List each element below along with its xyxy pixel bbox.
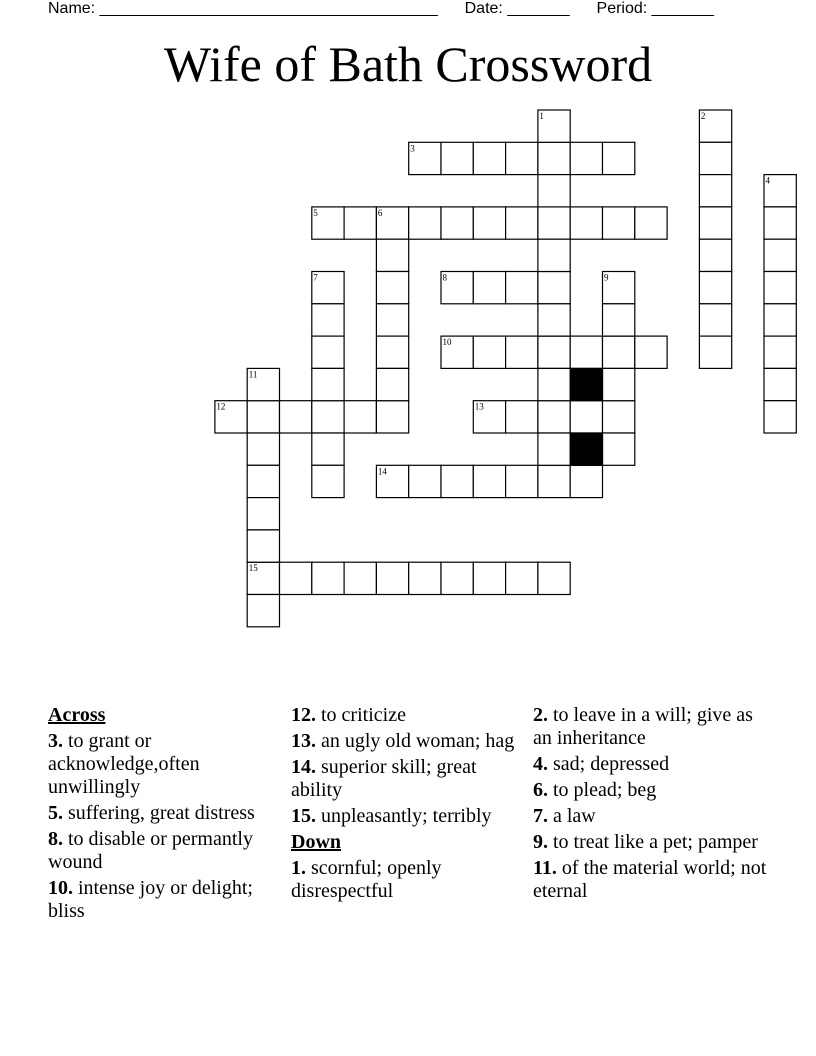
clue-number-label: 3 [410, 143, 415, 154]
grid-cell[interactable] [312, 304, 344, 336]
grid-cell[interactable] [538, 401, 570, 433]
grid-cell[interactable] [699, 207, 731, 239]
grid-cell[interactable] [409, 562, 441, 594]
grid-cell[interactable] [376, 368, 408, 400]
grid-cell[interactable] [344, 562, 376, 594]
grid-cell[interactable] [570, 465, 602, 497]
date-field[interactable]: Date: _______ [464, 0, 570, 17]
clue-number-label: 7 [313, 272, 318, 283]
grid-cell[interactable] [764, 239, 796, 271]
grid-cell[interactable] [280, 562, 312, 594]
grid-cell[interactable] [376, 304, 408, 336]
clue-across-5 [48, 802, 283, 825]
grid-cell[interactable] [441, 562, 473, 594]
grid-cell[interactable] [603, 433, 635, 465]
grid-cell[interactable] [699, 272, 731, 304]
grid-cell[interactable] [247, 433, 279, 465]
grid-cell[interactable] [312, 368, 344, 400]
clue-number: 10. [48, 877, 73, 899]
clue-text: to grant or acknowledge,often unwillingly [48, 730, 200, 798]
grid-cell[interactable] [473, 142, 505, 174]
grid-cell[interactable] [570, 401, 602, 433]
grid-cell[interactable] [764, 336, 796, 368]
clue-number: 11. [533, 857, 557, 879]
grid-cell[interactable] [538, 336, 570, 368]
grid-cell[interactable] [376, 401, 408, 433]
grid-cell[interactable] [699, 175, 731, 207]
clue-text: scornful; openly disrespectful [291, 857, 442, 902]
clue-text: a law [553, 805, 596, 827]
clue-down-9 [533, 831, 768, 854]
clue-number: 5. [48, 802, 63, 824]
grid-cell[interactable] [603, 304, 635, 336]
grid-cell[interactable] [764, 304, 796, 336]
grid-cell[interactable] [344, 207, 376, 239]
grid-cell[interactable] [280, 401, 312, 433]
clue-number-label: 14 [377, 466, 387, 477]
grid-cell[interactable] [247, 498, 279, 530]
clue-across-12 [291, 704, 526, 727]
clue-number: 8. [48, 828, 63, 850]
grid-cell[interactable] [538, 562, 570, 594]
clue-number: 7. [533, 805, 548, 827]
clue-down-1 [291, 857, 526, 903]
clue-text: intense joy or delight; bliss [48, 877, 253, 922]
grid-cell[interactable] [376, 336, 408, 368]
clue-across-13 [291, 730, 526, 753]
grid-cell[interactable] [312, 433, 344, 465]
clue-number-label: 9 [604, 272, 609, 283]
grid-cell[interactable] [570, 336, 602, 368]
clues-column-1 [48, 704, 283, 926]
grid-cell[interactable] [538, 142, 570, 174]
grid-cell[interactable] [376, 239, 408, 271]
grid-cell[interactable] [635, 336, 667, 368]
name-field[interactable]: Name: ______________________________________ [48, 0, 438, 17]
clue-text: superior skill; great ability [291, 756, 477, 801]
clue-across-10 [48, 877, 283, 923]
grid-cell[interactable] [635, 207, 667, 239]
clue-text: an ugly old woman; hag [321, 730, 515, 752]
grid-cell[interactable] [764, 207, 796, 239]
clue-number-label: 10 [442, 337, 452, 348]
clue-number: 9. [533, 831, 548, 853]
grid-cell[interactable] [538, 239, 570, 271]
clue-down-6 [533, 779, 768, 802]
grid-cell[interactable] [538, 433, 570, 465]
grid-cell[interactable] [506, 142, 538, 174]
grid-cell[interactable] [312, 465, 344, 497]
clue-across-14 [291, 756, 526, 802]
clue-down-7 [533, 805, 768, 828]
grid-cell[interactable] [764, 272, 796, 304]
grid-cell[interactable] [506, 336, 538, 368]
grid-cell[interactable] [441, 142, 473, 174]
grid-cell[interactable] [603, 401, 635, 433]
grid-cell[interactable] [538, 368, 570, 400]
clue-number: 12. [291, 704, 316, 726]
clue-down-4 [533, 753, 768, 776]
clue-number-label: 1 [539, 111, 544, 121]
grid-cell[interactable] [376, 272, 408, 304]
clue-text: to plead; beg [553, 779, 657, 801]
clue-down-11 [533, 857, 768, 903]
grid-cell[interactable] [506, 465, 538, 497]
clue-number: 14. [291, 756, 316, 778]
grid-cell[interactable] [344, 401, 376, 433]
grid-cell[interactable] [538, 272, 570, 304]
clue-number: 1. [291, 857, 306, 879]
clue-text: suffering, great distress [68, 802, 255, 824]
clue-text: of the material world; not eternal [533, 857, 767, 902]
clue-number: 15. [291, 805, 316, 827]
clue-text: sad; depressed [553, 753, 670, 775]
clue-number-label: 8 [442, 272, 447, 283]
page-title: Wife of Bath Crossword [163, 36, 653, 92]
grid-cell[interactable] [570, 207, 602, 239]
clue-number: 4. [533, 753, 548, 775]
grid-cell[interactable] [538, 304, 570, 336]
clue-text: unpleasantly; terribly [321, 805, 492, 827]
grid-cell[interactable] [473, 562, 505, 594]
grid-cell[interactable] [538, 175, 570, 207]
grid-cell[interactable] [473, 207, 505, 239]
grid-cell[interactable] [473, 336, 505, 368]
clue-across-8 [48, 828, 283, 874]
grid-cell[interactable] [312, 401, 344, 433]
grid-cell[interactable] [247, 530, 279, 562]
grid-cell[interactable] [699, 336, 731, 368]
grid-cell[interactable] [441, 207, 473, 239]
grid-cell[interactable] [441, 465, 473, 497]
grid-cell[interactable] [570, 142, 602, 174]
clue-text: to leave in a will; give as an inheritance [533, 704, 753, 749]
grid-cell[interactable] [473, 465, 505, 497]
clue-number-label: 2 [700, 111, 706, 121]
clues-column-3 [533, 704, 768, 906]
grid-cell[interactable] [312, 562, 344, 594]
clue-number-label: 5 [313, 207, 318, 218]
grid-cell[interactable] [764, 401, 796, 433]
clue-text: to criticize [321, 704, 406, 726]
clue-text: to disable or permantly wound [48, 828, 253, 873]
across-heading: Across [48, 704, 106, 726]
down-heading: Down [291, 831, 342, 853]
clue-number-label: 11 [248, 369, 258, 380]
grid-cell[interactable] [506, 272, 538, 304]
black-cell [570, 433, 602, 465]
black-cell [570, 368, 602, 400]
clue-text: to treat like a pet; pamper [553, 831, 758, 853]
grid-cell[interactable] [409, 207, 441, 239]
clue-number-label: 13 [474, 401, 484, 412]
clue-number-label: 15 [248, 563, 258, 574]
grid-cell[interactable] [506, 401, 538, 433]
clue-across-3 [48, 730, 283, 799]
clues-column-2 [291, 704, 526, 906]
clue-number-label: 4 [765, 175, 770, 186]
grid-cell[interactable] [473, 272, 505, 304]
grid-cell[interactable] [376, 562, 408, 594]
grid-cell[interactable] [247, 465, 279, 497]
clue-number: 6. [533, 779, 548, 801]
grid-cell[interactable] [538, 465, 570, 497]
grid-cell[interactable] [603, 336, 635, 368]
grid-cell[interactable] [603, 207, 635, 239]
clue-number: 3. [48, 730, 63, 752]
grid-cell[interactable] [506, 562, 538, 594]
clue-number: 13. [291, 730, 316, 752]
grid-cell[interactable] [538, 207, 570, 239]
grid-cell[interactable] [506, 207, 538, 239]
grid-cell[interactable] [699, 239, 731, 271]
grid-cell[interactable] [603, 368, 635, 400]
grid-cell[interactable] [312, 336, 344, 368]
clue-number-label: 6 [377, 207, 383, 218]
clue-number: 2. [533, 704, 548, 726]
period-field[interactable]: Period: _______ [596, 0, 714, 17]
grid-cell[interactable] [603, 142, 635, 174]
grid-cell[interactable] [764, 368, 796, 400]
grid-cell[interactable] [699, 304, 731, 336]
grid-cell[interactable] [409, 465, 441, 497]
clue-number-label: 12 [216, 401, 226, 412]
grid-cell[interactable] [247, 595, 279, 627]
clue-down-2 [533, 704, 768, 750]
grid-cell[interactable] [247, 401, 279, 433]
grid-cell[interactable] [699, 142, 731, 174]
clue-across-15 [291, 805, 526, 828]
